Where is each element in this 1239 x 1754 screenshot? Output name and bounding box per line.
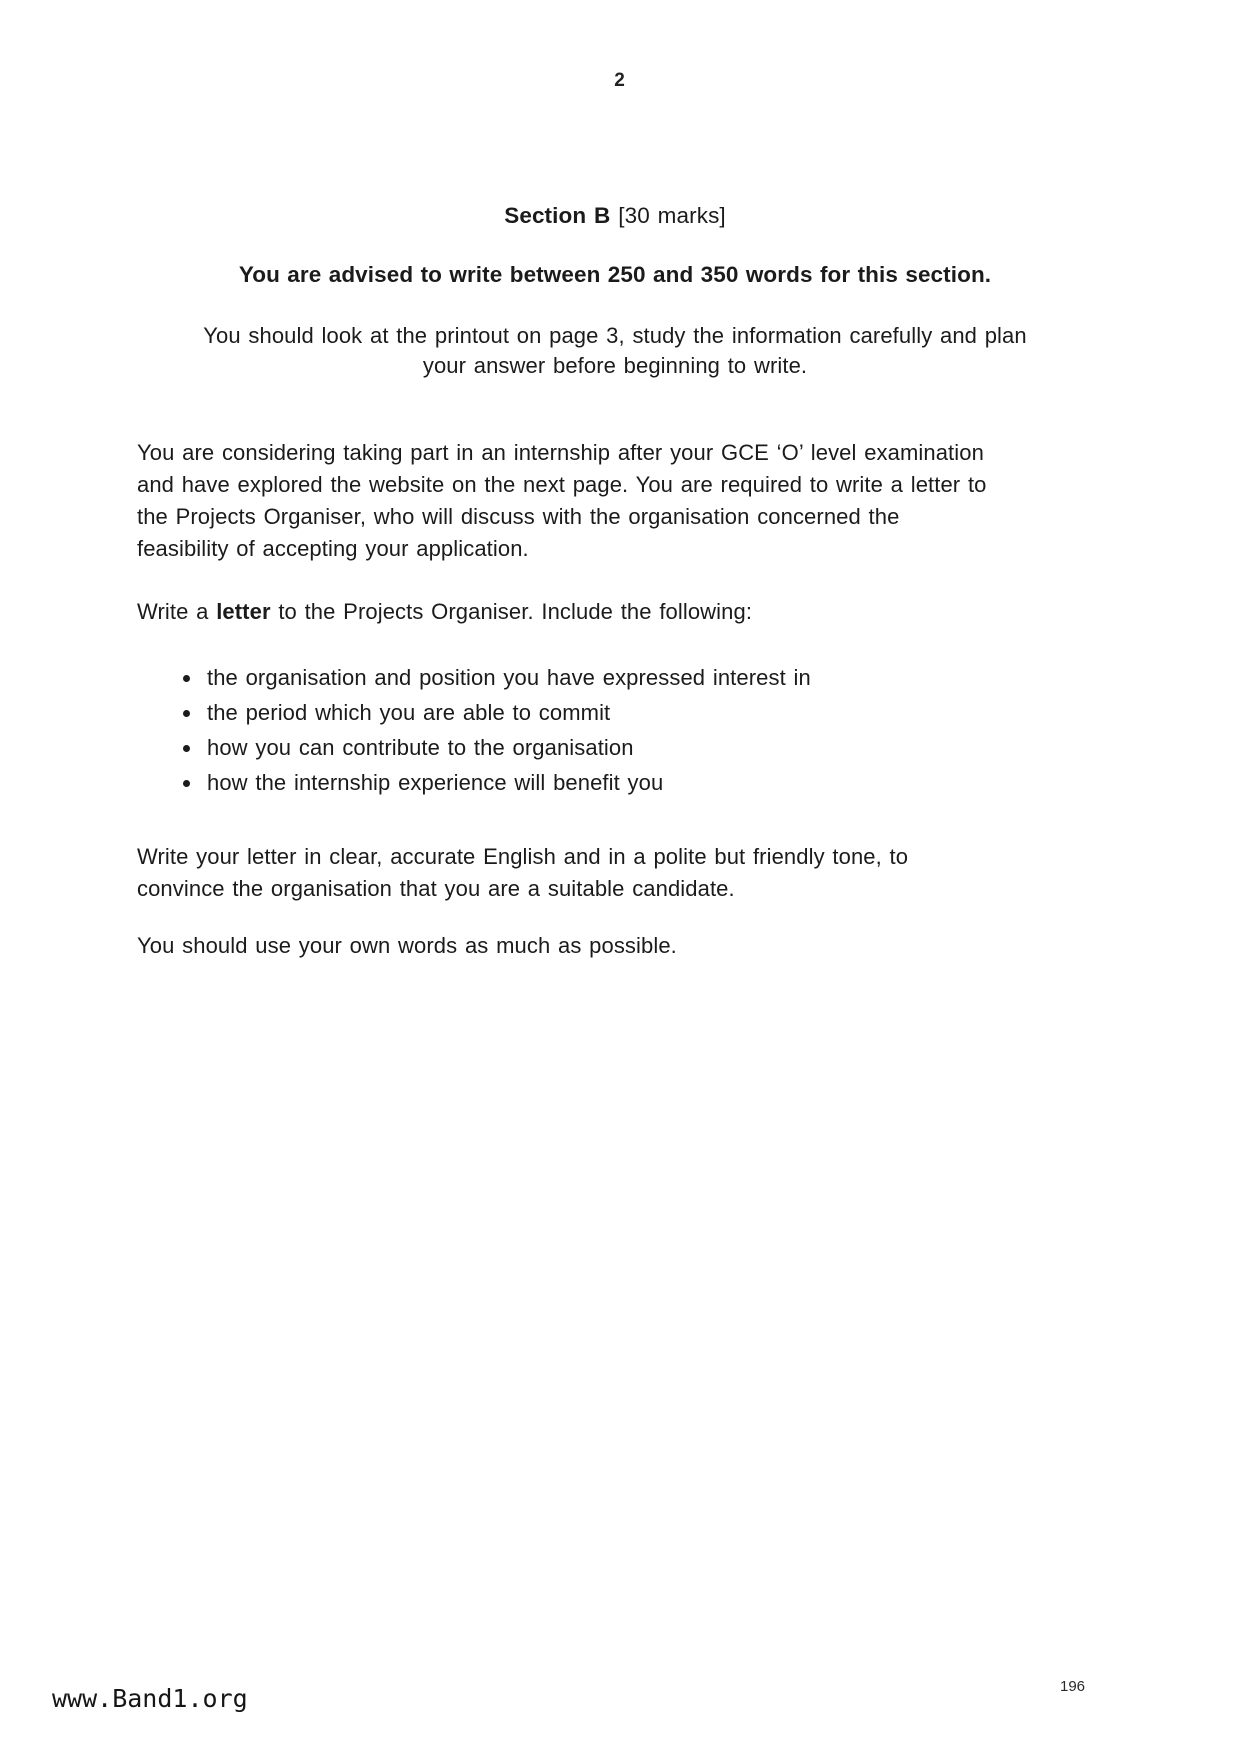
section-heading (140, 203, 1090, 229)
closing-paragraph (137, 841, 908, 905)
instruction-keyword: letter (216, 599, 271, 624)
text-line: feasibility of accepting your application. (137, 536, 529, 561)
section-heading-title: Section B (504, 203, 611, 228)
text-line: your answer before beginning to write. (422, 353, 808, 378)
section-heading-marks: [30 marks] (610, 203, 726, 228)
bullet-item: • how you can contribute to the organisation (203, 730, 1097, 765)
task-bullet-list (137, 660, 1097, 800)
footer-page-ref: 196 (1060, 1678, 1086, 1695)
text-line: and have explored the website on the next page. You are required to write a letter to (137, 472, 987, 497)
footer-watermark-url: www.Band1.org (52, 1684, 248, 1713)
final-note: You should use your own words as much as possible. (137, 933, 677, 958)
scenario-paragraph (137, 437, 987, 565)
instruction-post: to the Projects Organiser. Include the following: (270, 599, 753, 624)
text-line: Write your letter in clear, accurate English and in a polite but friendly tone, to (137, 844, 909, 869)
bullet-item: • the organisation and position you have expressed interest in (203, 660, 1097, 695)
bullet-item: • the period which you are able to commit (203, 695, 1097, 730)
page-number: 2 (614, 70, 625, 91)
text-line: You are considering taking part in an internship after your GCE ‘O’ level examination (137, 440, 984, 465)
task-instruction (137, 599, 752, 625)
intro-paragraph (140, 321, 1090, 381)
text-line: the Projects Organiser, who will discuss with the organisation concerned the (137, 504, 900, 529)
instruction-pre: Write a (137, 599, 217, 624)
bullet-item: • how the internship experience will benefit you (203, 765, 1097, 800)
text-line: convince the organisation that you are a suitable candidate. (137, 876, 735, 901)
text-line: You should look at the printout on page 3, study the information carefully and plan (203, 323, 1027, 348)
word-count-advisory: You are advised to write between 250 and 350 words for this section. (238, 262, 992, 287)
